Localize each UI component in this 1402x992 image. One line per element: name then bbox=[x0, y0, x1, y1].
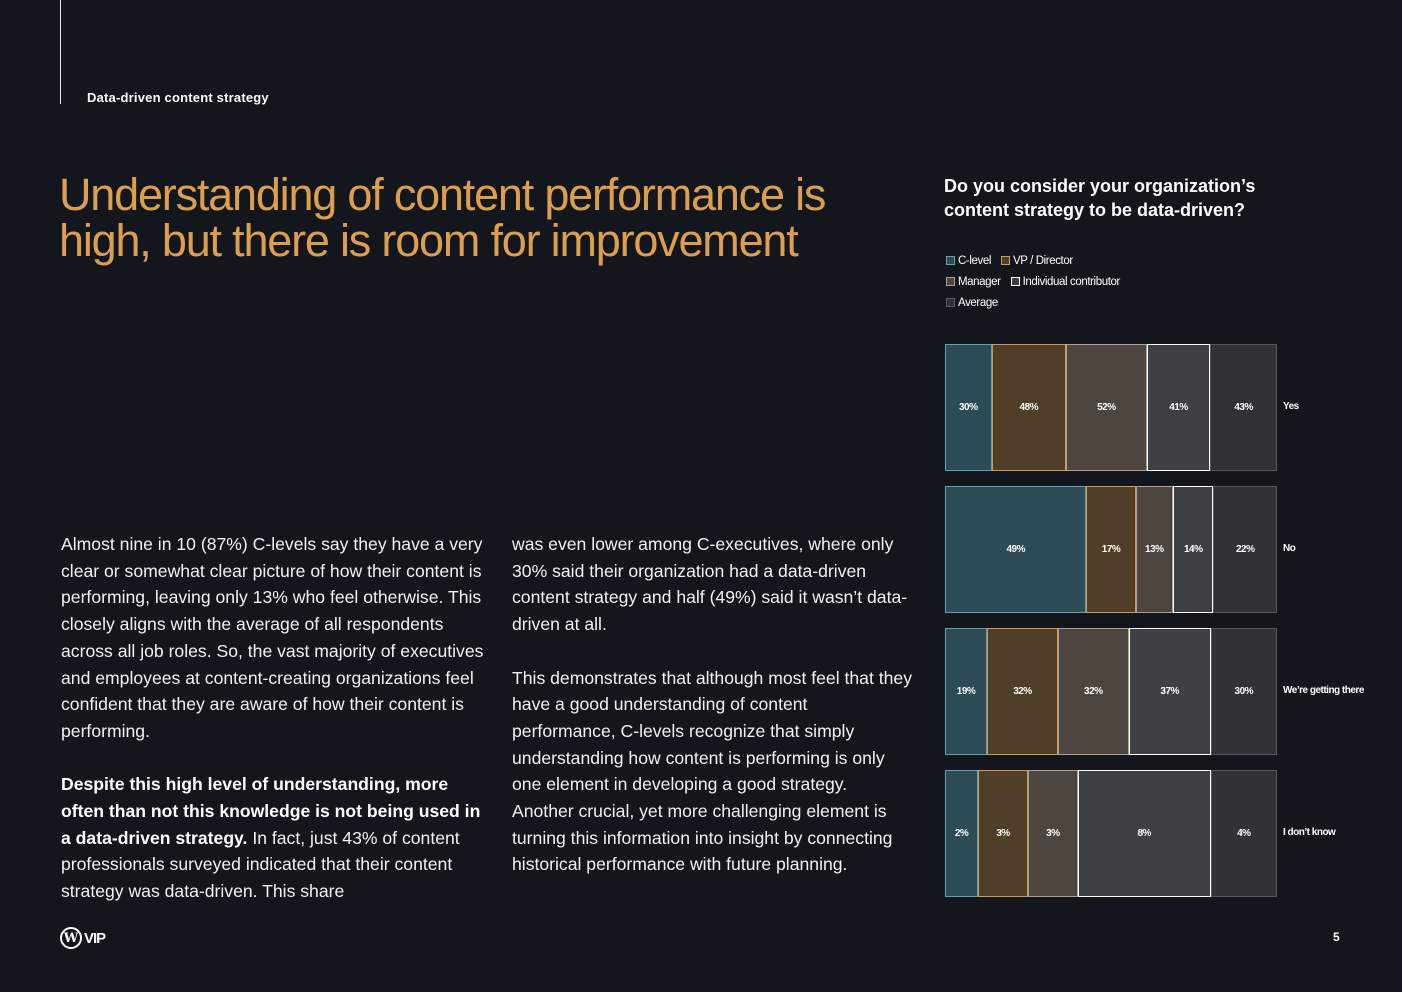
bar-vp-director-no bbox=[1086, 486, 1135, 613]
wordpress-logo-icon: W bbox=[60, 927, 82, 949]
category-label-i-don-t-know: I don’t know bbox=[1283, 826, 1336, 838]
data-label: 19% bbox=[956, 686, 976, 697]
data-label: 49% bbox=[1006, 544, 1025, 555]
legend-item-c-level bbox=[946, 251, 991, 272]
data-label: 3% bbox=[1046, 828, 1060, 839]
bar-vp-director-we-re-getting-there bbox=[987, 628, 1058, 755]
data-label: 14% bbox=[1184, 544, 1203, 555]
data-label: 43% bbox=[1234, 402, 1253, 413]
bar-average-we-re-getting-there bbox=[1211, 628, 1277, 755]
data-label: 4% bbox=[1237, 828, 1251, 839]
body-text: In fact, just 43% of content professionals surveyed indicated that their content strategy was data-driven. This share bbox=[61, 827, 460, 902]
legend-item-average bbox=[946, 293, 998, 314]
bar-manager-we-re-getting-there bbox=[1058, 628, 1129, 755]
page-number: 5 bbox=[1333, 930, 1340, 944]
data-label: 30% bbox=[959, 402, 978, 413]
legend-label: C-level bbox=[958, 255, 991, 267]
data-label: 13% bbox=[1145, 544, 1164, 555]
bar-individual-contributor-i-don-t-know bbox=[1078, 770, 1211, 897]
logo-text: VIP bbox=[84, 929, 106, 947]
bar-individual-contributor-we-re-getting-there bbox=[1129, 628, 1211, 755]
data-label: 32% bbox=[1084, 686, 1103, 697]
bar-average-yes bbox=[1210, 344, 1277, 471]
data-label: 8% bbox=[1137, 828, 1151, 839]
bar-individual-contributor-no bbox=[1173, 486, 1213, 613]
category-label-yes: Yes bbox=[1283, 400, 1299, 412]
bar-manager-no bbox=[1136, 486, 1174, 613]
legend-swatch bbox=[1011, 277, 1020, 286]
section-label: Data-driven content strategy bbox=[87, 90, 269, 105]
data-label: 52% bbox=[1097, 402, 1116, 413]
data-label: 30% bbox=[1234, 686, 1254, 697]
data-label: 17% bbox=[1101, 544, 1121, 555]
body-paragraph: was even lower among C-executives, where only 30% said their organization had a data-driven content strategy and half (49%) said it wasn’t data-driven at all. bbox=[512, 534, 908, 635]
bar-c-level-yes bbox=[945, 344, 992, 471]
bar-c-level-no bbox=[945, 486, 1086, 613]
wordpress-vip-logo bbox=[60, 927, 105, 949]
body-column-1 bbox=[61, 531, 491, 932]
bar-c-level-i-don-t-know bbox=[945, 770, 978, 897]
body-paragraph bbox=[61, 771, 491, 905]
bar-individual-contributor-yes bbox=[1147, 344, 1211, 471]
data-label: 48% bbox=[1019, 402, 1039, 413]
legend-label: Manager bbox=[958, 276, 1001, 288]
data-label: 2% bbox=[954, 828, 969, 839]
category-label-no: No bbox=[1283, 542, 1296, 554]
legend-item-vp-director bbox=[1001, 251, 1073, 272]
header-rule bbox=[60, 0, 61, 104]
data-label: 22% bbox=[1235, 544, 1255, 555]
data-label: 3% bbox=[996, 828, 1010, 839]
bar-average-no bbox=[1213, 486, 1277, 613]
legend-label: Average bbox=[958, 297, 998, 309]
legend-swatch bbox=[1001, 256, 1010, 265]
data-label: 41% bbox=[1169, 402, 1188, 413]
data-label: 32% bbox=[1013, 686, 1032, 697]
page-headline: Understanding of content performance is high, but there is room for improvement bbox=[59, 169, 826, 266]
bar-vp-director-i-don-t-know bbox=[978, 770, 1028, 897]
legend-label: VP / Director bbox=[1013, 255, 1073, 267]
body-emphasis: Despite this high level of understanding, more often than not this knowledge is not being used in a data-driven strategy. bbox=[61, 774, 481, 848]
chart-title: Do you consider your organization’s content strategy to be data-driven? bbox=[944, 176, 1256, 220]
bar-manager-yes bbox=[1066, 344, 1147, 471]
bar-manager-i-don-t-know bbox=[1028, 770, 1078, 897]
legend-item-individual-contributor bbox=[1011, 272, 1120, 293]
body-paragraph: This demonstrates that although most feel that they have a good understanding of content performance, C-levels recognize that simply understanding how content is performing is only one element in developing a good strategy. Another crucial, yet more challenging element is turning this information into insight by connecting historical performance with future planning. bbox=[512, 667, 912, 875]
bar-average-i-don-t-know bbox=[1211, 770, 1277, 897]
legend-swatch bbox=[946, 256, 955, 265]
legend-item-manager bbox=[946, 272, 1001, 293]
bar-vp-director-yes bbox=[992, 344, 1066, 471]
legend-swatch bbox=[946, 298, 955, 307]
data-label: 37% bbox=[1160, 686, 1179, 697]
bar-c-level-we-re-getting-there bbox=[945, 628, 987, 755]
body-column-2 bbox=[512, 531, 912, 905]
category-label-we-re-getting-there: We’re getting there bbox=[1283, 684, 1364, 696]
chart-legend bbox=[946, 251, 1206, 314]
body-paragraph: Almost nine in 10 (87%) C-levels say they have a very clear or somewhat clear picture of how their content is performing, leaving only 13% who feel otherwise. This closely aligns with the average of all respondents across all job roles. So, the vast majority of executives and employees at content-creating organizations feel confident that they are aware of how their content is performing. bbox=[61, 534, 484, 741]
legend-label: Individual contributor bbox=[1022, 276, 1120, 288]
legend-swatch bbox=[946, 277, 955, 286]
